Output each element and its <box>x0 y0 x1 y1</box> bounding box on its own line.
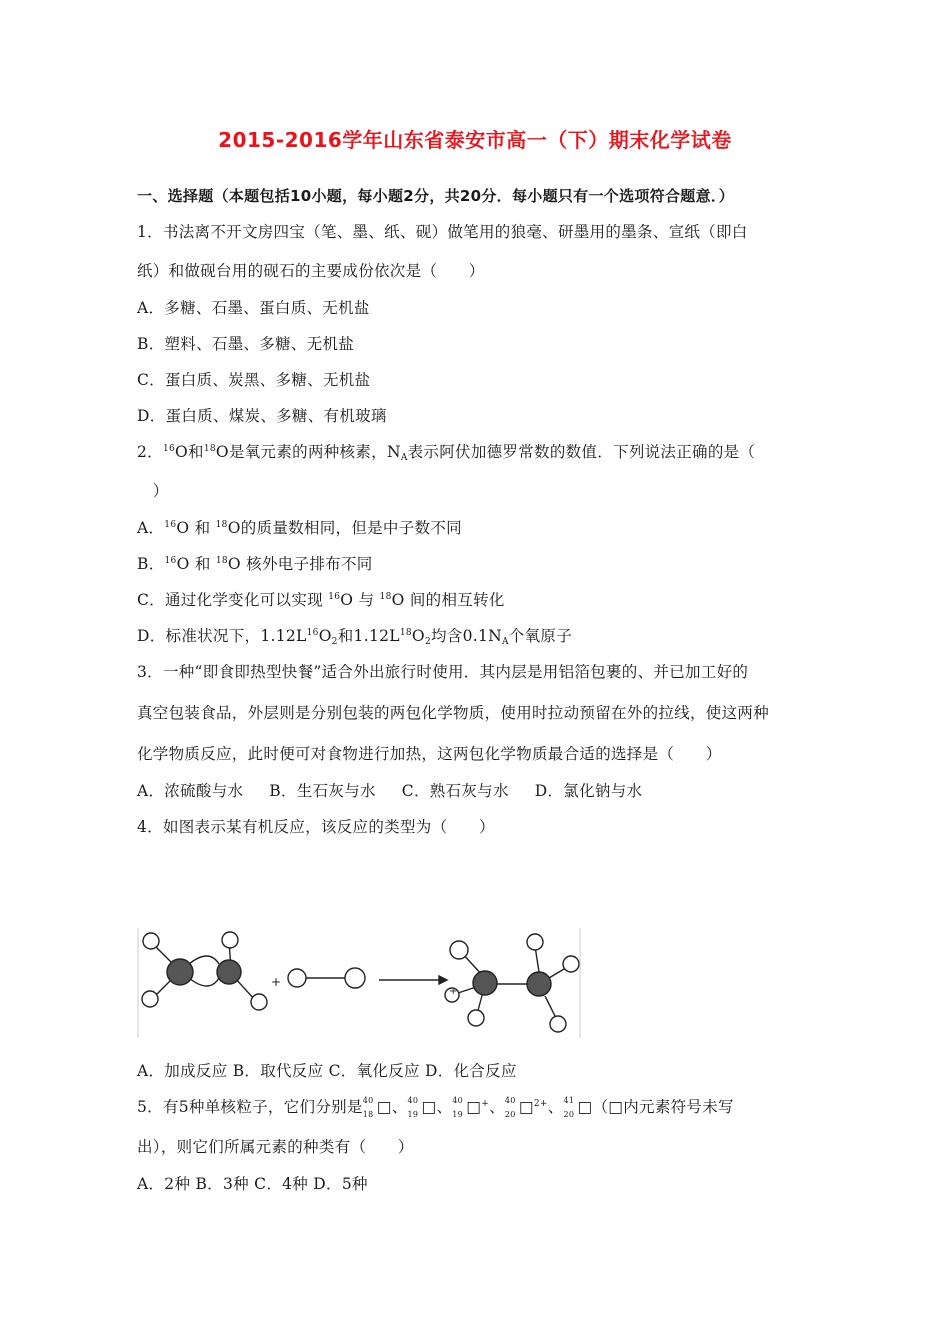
page-title: 2015-2016学年山东省泰安市高一（下）期末化学试卷 <box>218 128 732 152</box>
q1-option-a: A．多糖、石墨、蛋白质、无机盐 <box>137 299 370 317</box>
q3-option-d: D．氯化钠与水 <box>534 782 643 800</box>
reaction-arrow <box>379 976 447 984</box>
section-heading: 一、选择题（本题包括10小题，每小题2分，共20分．每小题只有一个选项符合题意．） <box>137 187 734 205</box>
plus-sign: + <box>271 975 282 989</box>
hydrogen-molecule <box>288 968 365 988</box>
q1-option-c: C．蛋白质、炭黑、多糖、无机盐 <box>137 371 371 389</box>
particle-2: 40 19 <box>407 1096 419 1119</box>
q2-stem-line2: ） <box>137 482 169 500</box>
q3-stem-line3: 化学物质反应，此时便可对食物进行加热，这两包化学物质最合适的选择是（ ） <box>137 745 722 763</box>
q4-stem: 4．如图表示某有机反应，该反应的类型为（ ） <box>137 818 495 836</box>
q5-options: A．2种 B．3种 C．4种 D．5种 <box>137 1175 368 1193</box>
q1-option-b: B．塑料、石墨、多糖、无机盐 <box>137 335 355 353</box>
ethane-molecule <box>445 934 579 1032</box>
q2-stem-line1: 2．$^{16}$O和$^{18}$O是氧元素的两种核素，$N_A$表示阿伏加德罗常数的数值．下列说法正确的是（ <box>137 443 756 463</box>
q4-options: A．加成反应 B．取代反应 C．氧化反应 D．化合反应 <box>137 1062 517 1080</box>
q3-option-a: A．浓硫酸与水 <box>137 782 244 800</box>
q3-option-b: B．生石灰与水 <box>269 782 376 800</box>
q3-option-c: C．熟石灰与水 <box>401 782 509 800</box>
q1-option-d: D．蛋白质、煤炭、多糖、有机玻璃 <box>137 407 387 425</box>
q3-options <box>137 781 642 801</box>
q1-stem-line2: 纸）和做砚台用的砚石的主要成份依次是（ ） <box>137 262 485 280</box>
q2-option-a: A．$^{16}$O 和 $^{18}$O的质量数相同，但是中子数不同 <box>137 519 462 537</box>
q3-stem-line2: 真空包装食品，外层则是分别包装的两包化学物质，使用时拉动预留在外的拉线，使这两种 <box>137 704 770 722</box>
q2-option-d: D．标准状况下，$1.12L^{16}O_2$和$1.12L^{18}O_2$均含$0.1N_A$个氧原子 <box>137 627 572 647</box>
q5-stem-line2: 出），则它们所属元素的种类有（ ） <box>137 1138 414 1156</box>
particle-5: 41 20 <box>563 1096 575 1119</box>
particle-3: 40 19 <box>452 1096 464 1119</box>
particle-1: 40 18 <box>362 1096 374 1119</box>
q5-stem-line1: 5．有5种单核粒子，它们分别是 40 18 □、 40 19 □、 40 19 □+、 40 20 □$^{2+}$、 41 20 □（□内元素符号未写 <box>137 1096 734 1119</box>
q2-option-c: C．通过化学变化可以实现 $^{16}$O 与 $^{18}$O 间的相互转化 <box>137 591 505 609</box>
reaction-diagram <box>137 928 582 1038</box>
q2-option-b: B．$^{16}$O 和 $^{18}$O 核外电子排布不同 <box>137 555 373 573</box>
q3-stem-line1: 3．一种“即食即热型快餐”适合外出旅行时使用．其内层是用铝箔包裹的、并已加工好的 <box>137 663 749 681</box>
product-plus-mark: + <box>449 986 458 997</box>
particle-4: 40 20 <box>504 1096 516 1119</box>
q1-stem-line1: 1．书法离不开文房四宝（笔、墨、纸、砚）做笔用的狼毫、研墨用的墨条、宣纸（即白 <box>137 223 748 241</box>
ethylene-molecule <box>142 932 267 1010</box>
